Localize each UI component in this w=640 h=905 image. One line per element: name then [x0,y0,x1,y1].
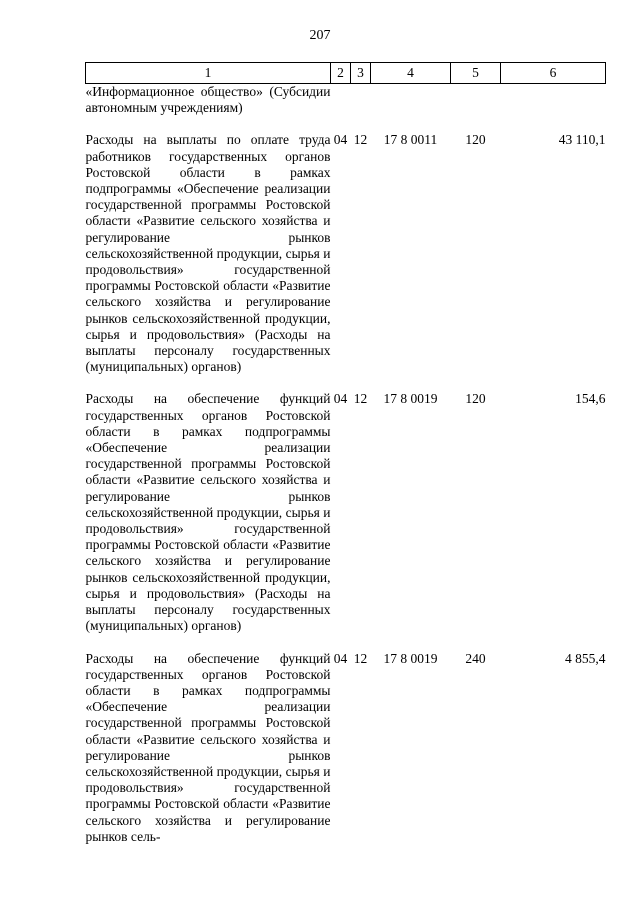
row-expense-type: 240 [465,650,486,666]
row-target-code: 17 8 0019 [383,650,438,666]
row-target-code [371,84,451,117]
row-target-code: 17 8 0011 [383,132,438,148]
row-subsection: 12 [353,132,368,148]
table-row [86,132,606,375]
row-description: «Информационное общество» (Субсидии автономным учреждениям) [85,84,331,116]
row-subsection: 12 [353,391,368,407]
table-row [86,651,606,845]
row-subsection: 12 [353,650,368,666]
header-col-5: 5 [451,63,501,84]
row-subsection [351,84,371,117]
header-col-2: 2 [331,63,351,84]
header-col-1: 1 [86,63,331,84]
row-expense-type [451,84,501,117]
row-section: 04 [333,132,348,148]
row-expense-type: 120 [465,391,486,407]
budget-table [85,62,606,845]
row-section [331,84,351,117]
row-description: Расходы на обеспечение функций государственных органов Ростовской области в рамках подпрограммы «Обеспечение реализации государственной программы Ростовской области «Развитие сельского хозяйства и регулирование рынков сельскохозяйственной продукции, сырья и продовольствия» государственной программы Ростовской области «Развитие сельского хозяйства и регулирование рынков сель- [85,650,331,844]
header-col-3: 3 [351,63,371,84]
header-col-6: 6 [501,63,606,84]
row-description: Расходы на выплаты по оплате труда работников государственных органов Ростовской области в рамках подпрограммы «Обеспечение реализации государственной программы Ростовской области «Развитие сельского хозяйства и регулирование рынков сельскохозяйственной продукции, сырья и продовольствия» государственной программы Ростовской области «Развитие сельского хозяйства и регулирование рынков сельскохозяйственной продукции, сырья и продовольствия» (Расходы на выплаты персоналу государственных (муниципальных) органов) [85,132,331,375]
table-row [86,84,606,117]
page-number: 207 [309,28,331,43]
row-target-code: 17 8 0019 [383,391,438,407]
row-expense-type: 120 [465,132,486,148]
table-row [86,391,606,634]
header-col-4: 4 [371,63,451,84]
row-amount: 4 855,4 [565,650,606,666]
row-description: Расходы на обеспечение функций государственных органов Ростовской области в рамках подпрограммы «Обеспечение реализации государственной программы Ростовской области «Развитие сельского хозяйства и регулирование рынков сельскохозяйственной продукции, сырья и продовольствия» государственной программы Ростовской области «Развитие сельского хозяйства и регулирование рынков сельскохозяйственной продукции, сырья и продовольствия» (Расходы на выплаты персоналу государственных (муниципальных) органов) [85,391,331,634]
header-row [86,63,606,84]
row-amount [501,84,606,117]
row-amount: 154,6 [575,391,606,407]
row-section: 04 [333,391,348,407]
row-amount: 43 110,1 [558,132,606,148]
row-section: 04 [333,650,348,666]
